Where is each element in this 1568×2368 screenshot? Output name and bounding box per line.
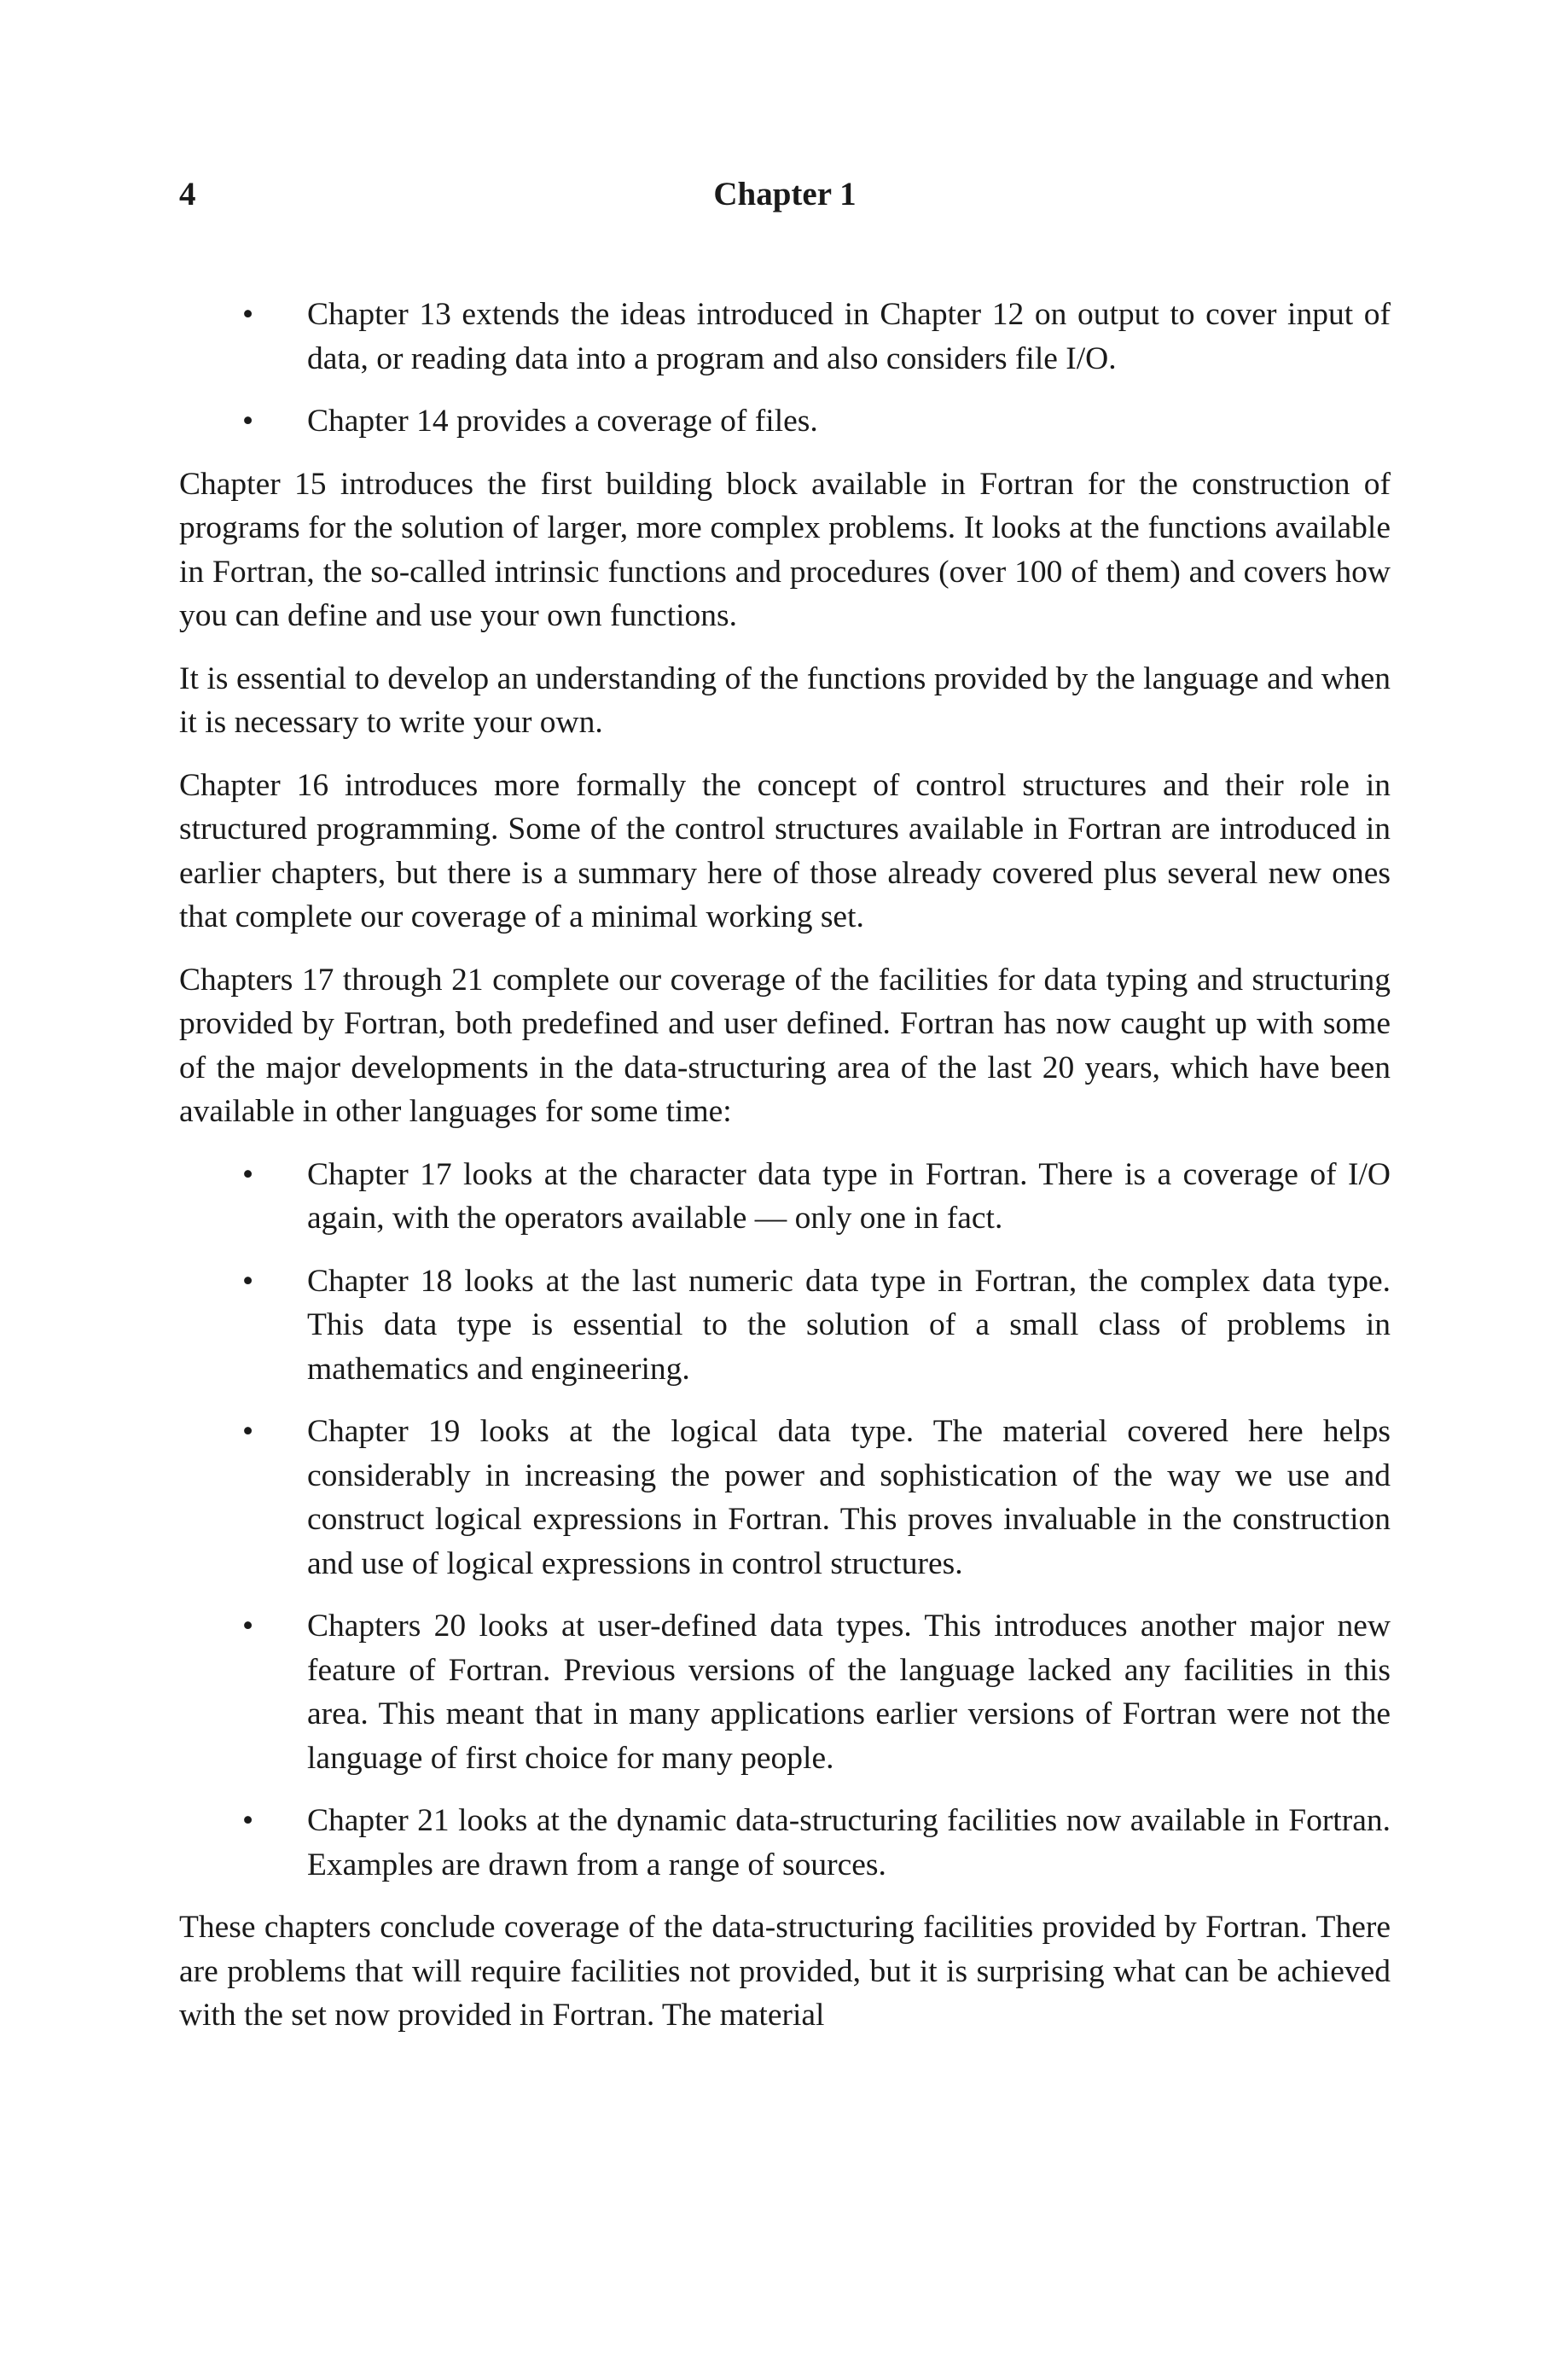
list-item-text: Chapter 13 extends the ideas introduced in Chapter 12 on output to cover input of data, or reading data into a program and also considers file I/O. (307, 297, 1391, 376)
paragraph-chapters-17-21: Chapters 17 through 21 complete our coverage of the facilities for data typing and structuring provided by Fortran, both predefined and user defined. Fortran has now caught up with some of the major developments in the data-structuring area of the last 20 years, which have been available in other languages for some time: (179, 962, 1391, 1129)
list-item (179, 399, 1391, 444)
list-item-text: Chapter 17 looks at the character data type in Fortran. There is a coverage of I/O again, with the operators available — only one in fact. (307, 1156, 1391, 1236)
bullet-icon: • (242, 1263, 254, 1299)
bullet-list-chapters-17-21 (179, 1153, 1391, 1888)
paragraph-functions: It is essential to develop an understanding of the functions provided by the language and when it is necessary to write your own. (179, 660, 1391, 740)
list-item (179, 293, 1391, 381)
list-item-text: Chapter 14 provides a coverage of files. (307, 404, 818, 439)
list-item (179, 1260, 1391, 1392)
list-item-text: Chapters 20 looks at user-defined data types. This introduces another major new feature of Fortran. Previous versions of the language lacked any facilities in this area. This meant that in many applications earlier versions of Fortran were not the language of first choice for many people. (307, 1609, 1391, 1776)
bullet-icon: • (242, 404, 254, 439)
bullet-icon: • (242, 1414, 254, 1449)
bullet-icon: • (242, 1803, 254, 1838)
page-body (179, 293, 1391, 2057)
paragraph-conclusion: These chapters conclude coverage of the data-structuring facilities provided by Fortran. There are problems that will require facilities not provided, but it is surprising what can be achieved with the set now provided in Fortran. The material (179, 1910, 1391, 2033)
running-head: Chapter 1 (713, 176, 857, 212)
list-item-text: Chapter 19 looks at the logical data type. The material covered here helps considerably in increasing the power and sophistication of the way we use and construct logical expressions in Fortran. This proves invaluable in the construction and use of logical expressions in control structures. (307, 1414, 1391, 1581)
page-number: 4 (179, 176, 196, 212)
bullet-icon: • (242, 1609, 254, 1644)
list-item (179, 1410, 1391, 1585)
bullet-icon: • (242, 1156, 254, 1192)
bullet-list-chapters-13-14 (179, 293, 1391, 444)
bullet-icon: • (242, 297, 254, 332)
paragraph-chapter-15: Chapter 15 introduces the first building block available in Fortran for the construction of programs for the solution of larger, more complex problems. It looks at the functions available in Fortran, the so-called intrinsic functions and procedures (over 100 of them) and covers how you can define and use your own functions. (179, 466, 1391, 633)
page-header (179, 169, 1391, 220)
list-item-text: Chapter 18 looks at the last numeric data type in Fortran, the complex data type. This data type is essential to the solution of a small class of problems in mathematics and engineering. (307, 1263, 1391, 1387)
list-item-text: Chapter 21 looks at the dynamic data-structuring facilities now available in Fortran. Examples are drawn from a range of sources. (307, 1803, 1391, 1882)
list-item (179, 1604, 1391, 1780)
paragraph-chapter-16: Chapter 16 introduces more formally the concept of control structures and their role in structured programming. Some of the control structures available in Fortran are introduced in earlier chapters, but there is a summary here of those already covered plus several new ones that complete our coverage of a minimal working set. (179, 767, 1391, 934)
list-item (179, 1153, 1391, 1241)
list-item (179, 1799, 1391, 1887)
